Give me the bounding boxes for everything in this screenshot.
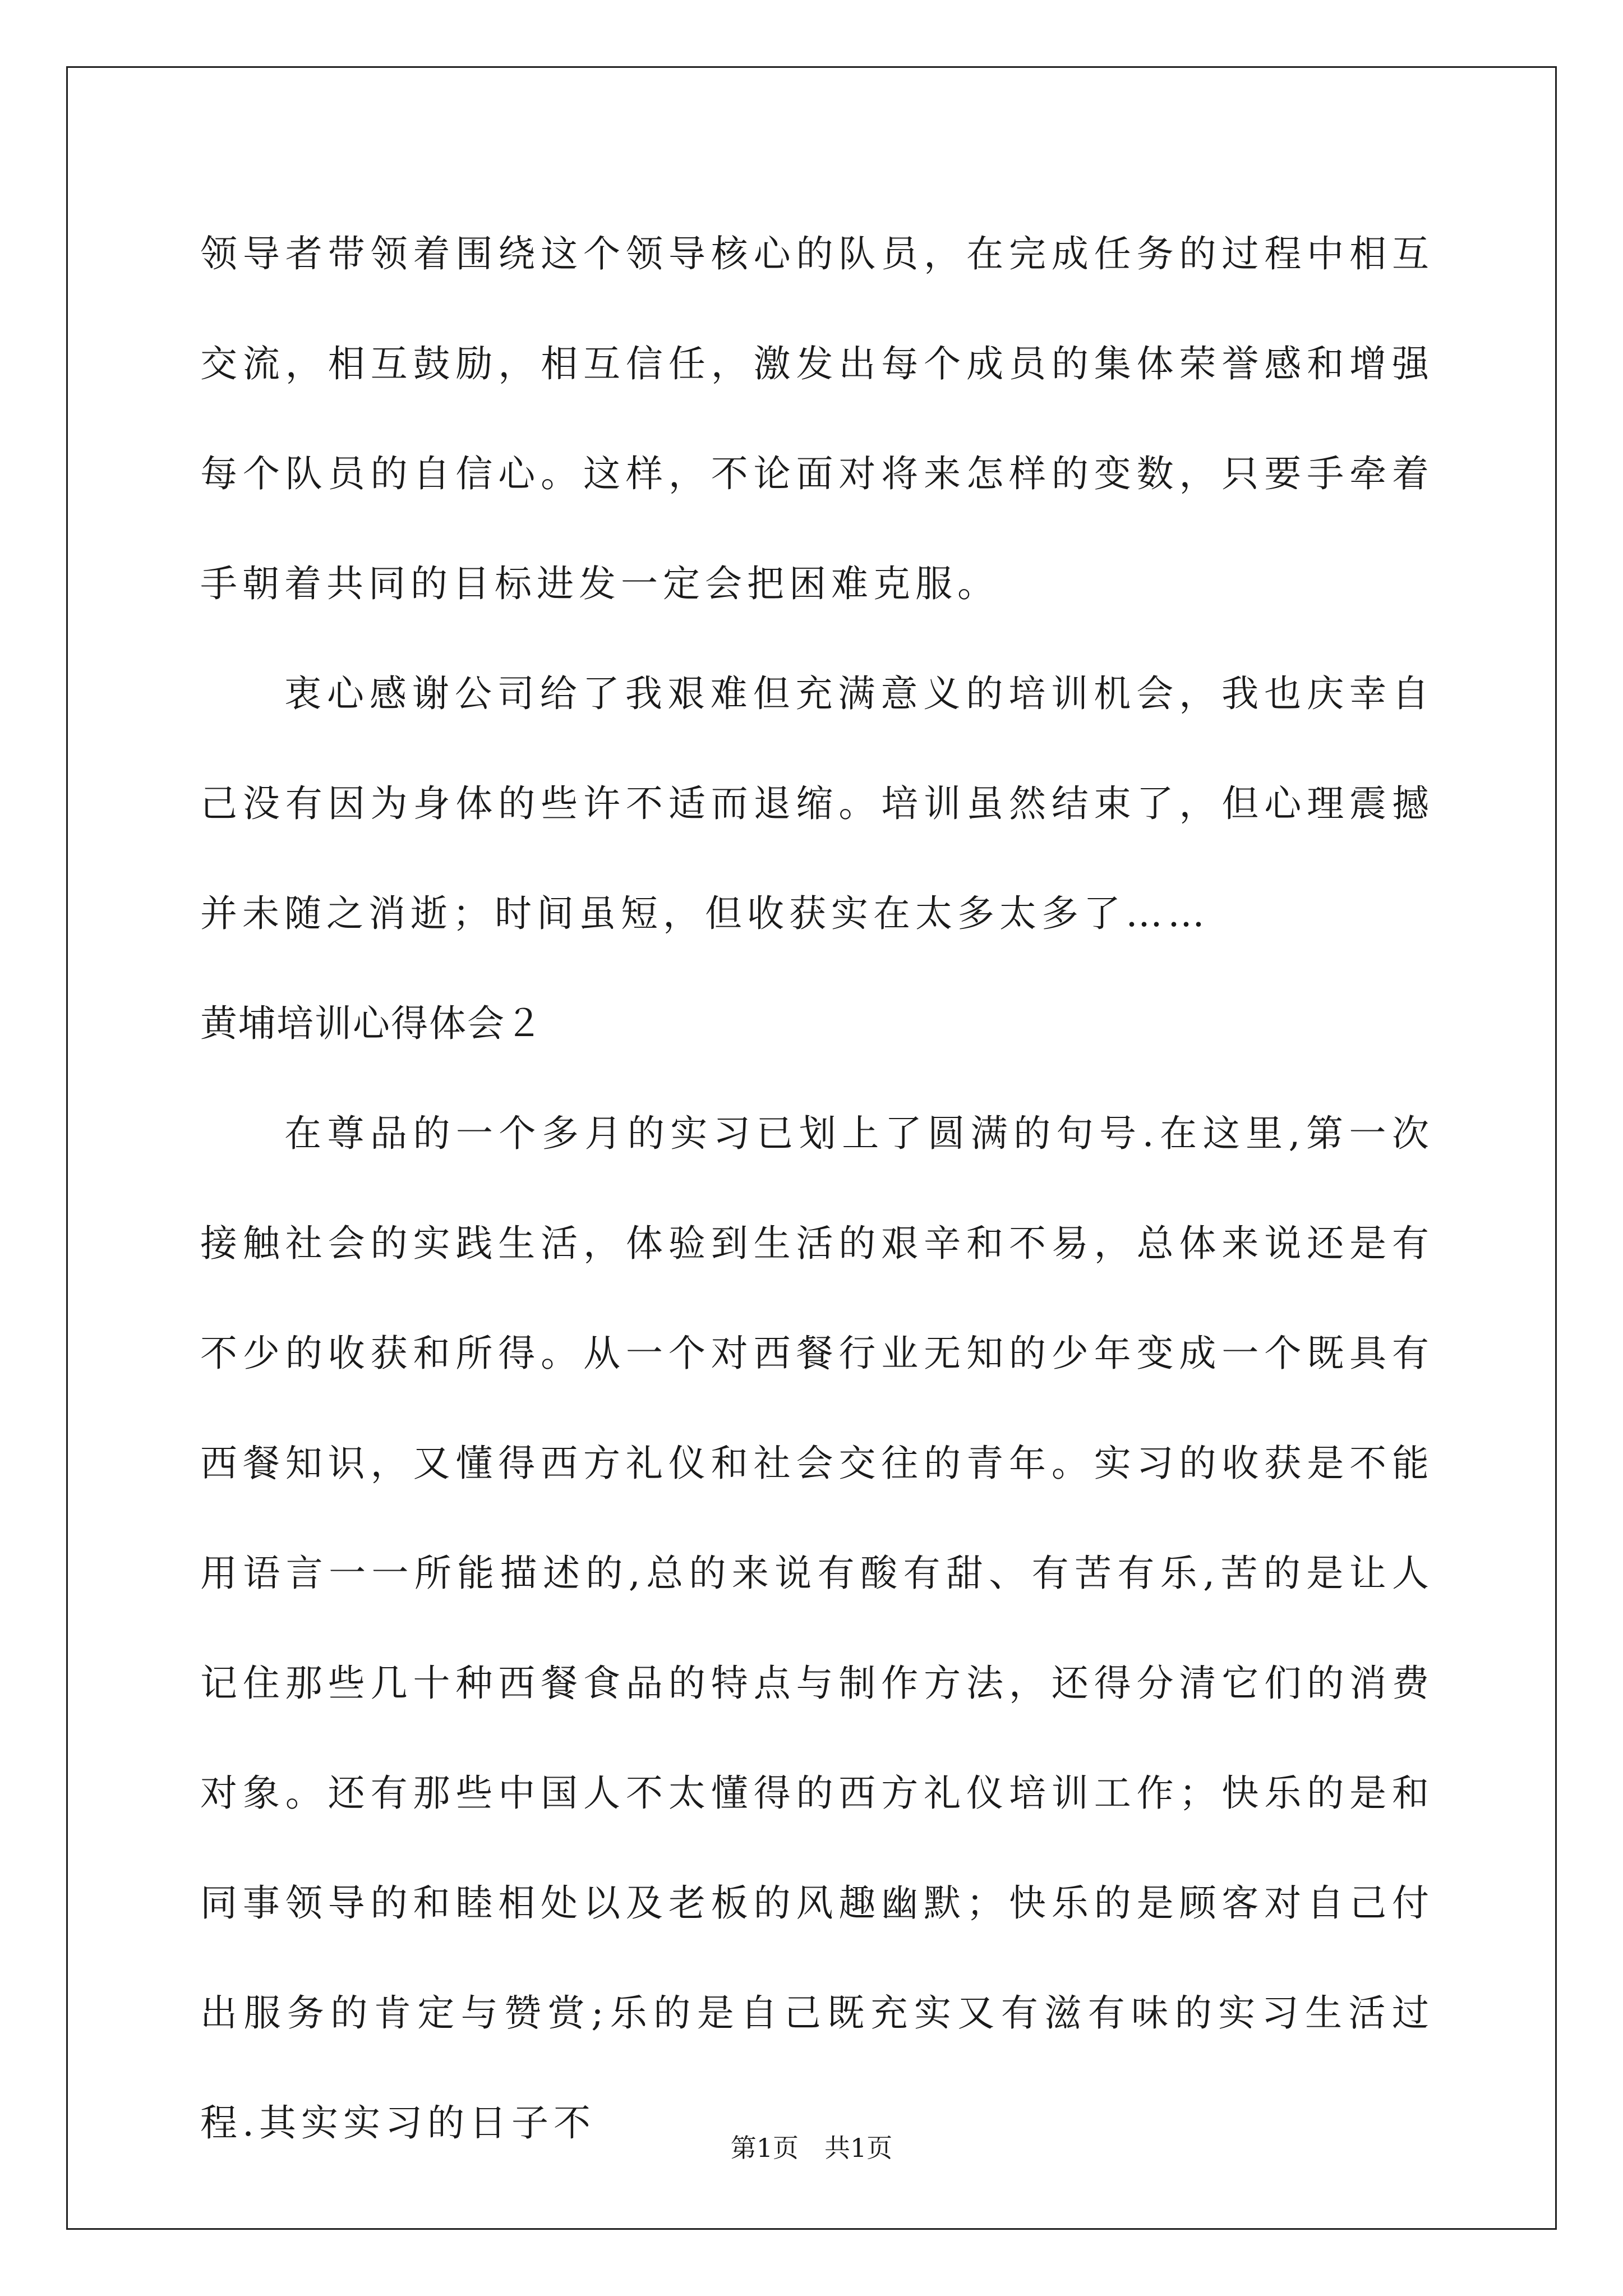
section-heading: 黄埔培训心得体会２ [200,1002,543,1045]
paragraph-3: 在尊品的一个多月的实习已划上了圆满的句号.在这里,第一次接触社会的实践生活，体验到生活的艰辛和不易，总体来说还是有不少的收获和所得。从一个对西餐行业无知的少年变成一个既具有西餐知识，又懂得西方礼仪和社会交往的青年。实习的收获是不能用语言一一所能描述的,总的来说有酸有甜、有苦有乐,苦的是让人记住那些几十种西餐食品的特点与制作方法，还得分清它们的消费对象。还有那些中国人不太懂得的西方礼仪培训工作；快乐的是和同事领导的和睦相处以及老板的风趣幽默；快乐的是顾客对自己付出服务的肯定与赞赏;乐的是自己既充实又有滋有味的实习生活过程.其实实习的日子不 [200,1112,1434,2145]
paragraph-1: 领导者带领着围绕这个领导核心的队员，在完成任务的过程中相互交流，相互鼓励，相互信任，激发出每个成员的集体荣誉感和增强每个队员的自信心。这样，不论面对将来怎样的变数，只要手牵着手朝着共同的目标进发一定会把困难克服。 [200,232,1434,605]
document-body [200,199,1434,2178]
page-footer: 第1页 共1页 [730,2133,893,2163]
paragraph-2: 衷心感谢公司给了我艰难但充满意义的培训机会，我也庆幸自己没有因为身体的些许不适而退缩。培训虽然结束了，但心理震撼并未随之消逝；时间虽短，但收获实在太多太多了…… [200,672,1434,935]
